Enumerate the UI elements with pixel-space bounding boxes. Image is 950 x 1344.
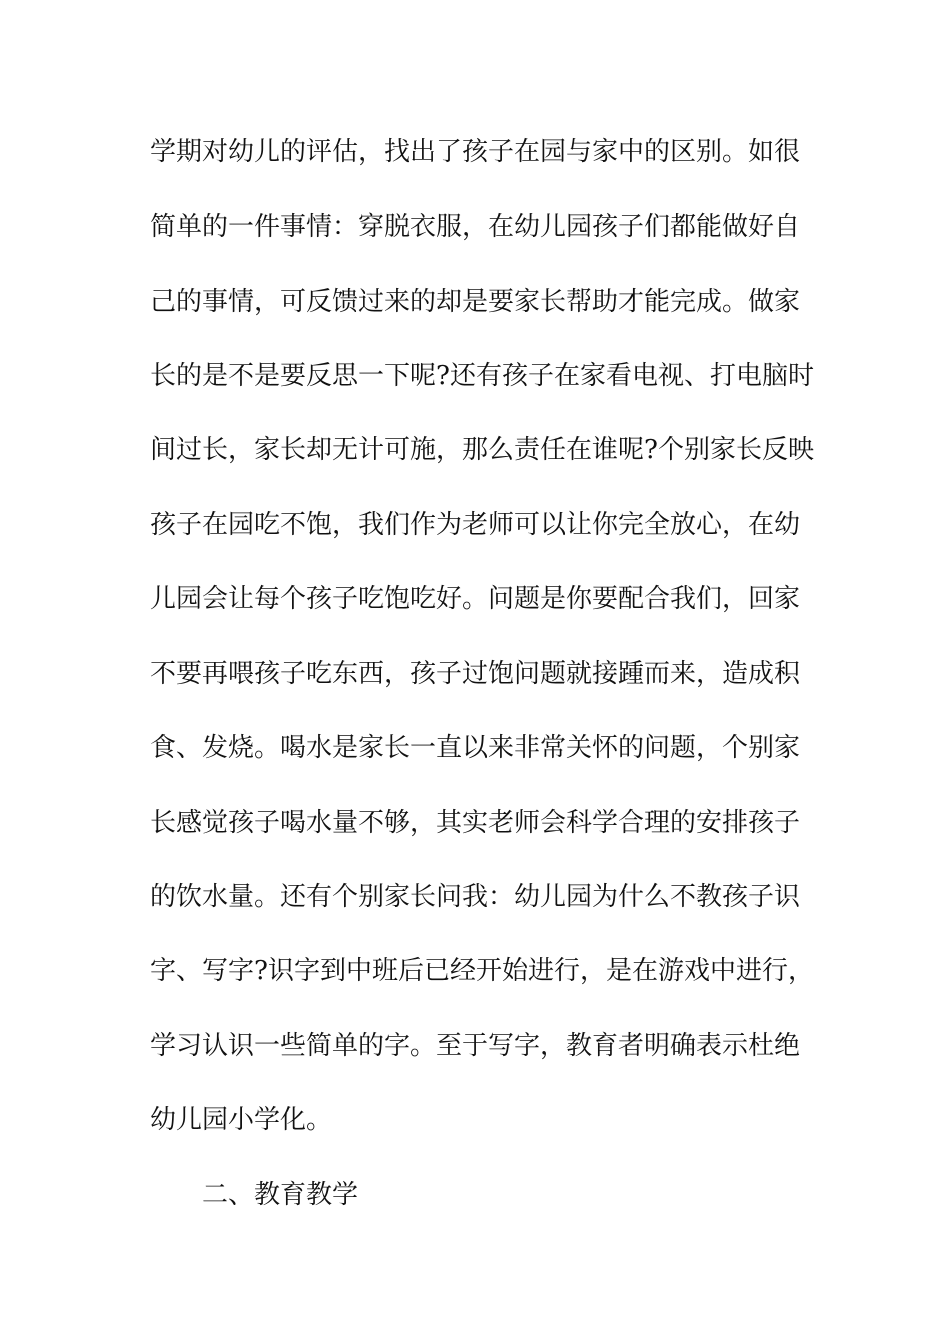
paragraph-line: 长感觉孩子喝水量不够，其实老师会科学合理的安排孩子 (150, 808, 801, 838)
paragraph-line: 学期对幼儿的评估，找出了孩子在园与家中的区别。如很 (150, 137, 801, 167)
paragraph-line: 简单的一件事情：穿脱衣服，在幼儿园孩子们都能做好自 (150, 212, 801, 242)
paragraph-line: 孩子在园吃不饱，我们作为老师可以让你完全放心，在幼 (150, 510, 801, 540)
paragraph-line: 幼儿园小学化。 (150, 1105, 333, 1135)
section-heading: 二、教育教学 (202, 1180, 359, 1210)
paragraph-line: 字、写字?识字到中班后已经开始进行，是在游戏中进行， (150, 956, 814, 986)
paragraph-line: 儿园会让每个孩子吃饱吃好。问题是你要配合我们，回家 (150, 584, 801, 614)
paragraph-line: 己的事情，可反馈过来的却是要家长帮助才能完成。做家 (150, 287, 801, 317)
paragraph-line: 食、发烧。喝水是家长一直以来非常关怀的问题，个别家 (150, 733, 801, 763)
paragraph-line: 间过长，家长却无计可施，那么责任在谁呢?个别家长反映 (150, 435, 814, 465)
paragraph-line: 长的是不是要反思一下呢?还有孩子在家看电视、打电脑时 (150, 361, 814, 391)
paragraph-line: 的饮水量。还有个别家长问我：幼儿园为什么不教孩子识 (150, 882, 801, 912)
paragraph-line: 学习认识一些简单的字。至于写字，教育者明确表示杜绝 (150, 1031, 801, 1061)
paragraph-line: 不要再喂孩子吃东西，孩子过饱问题就接踵而来，造成积 (150, 659, 801, 689)
